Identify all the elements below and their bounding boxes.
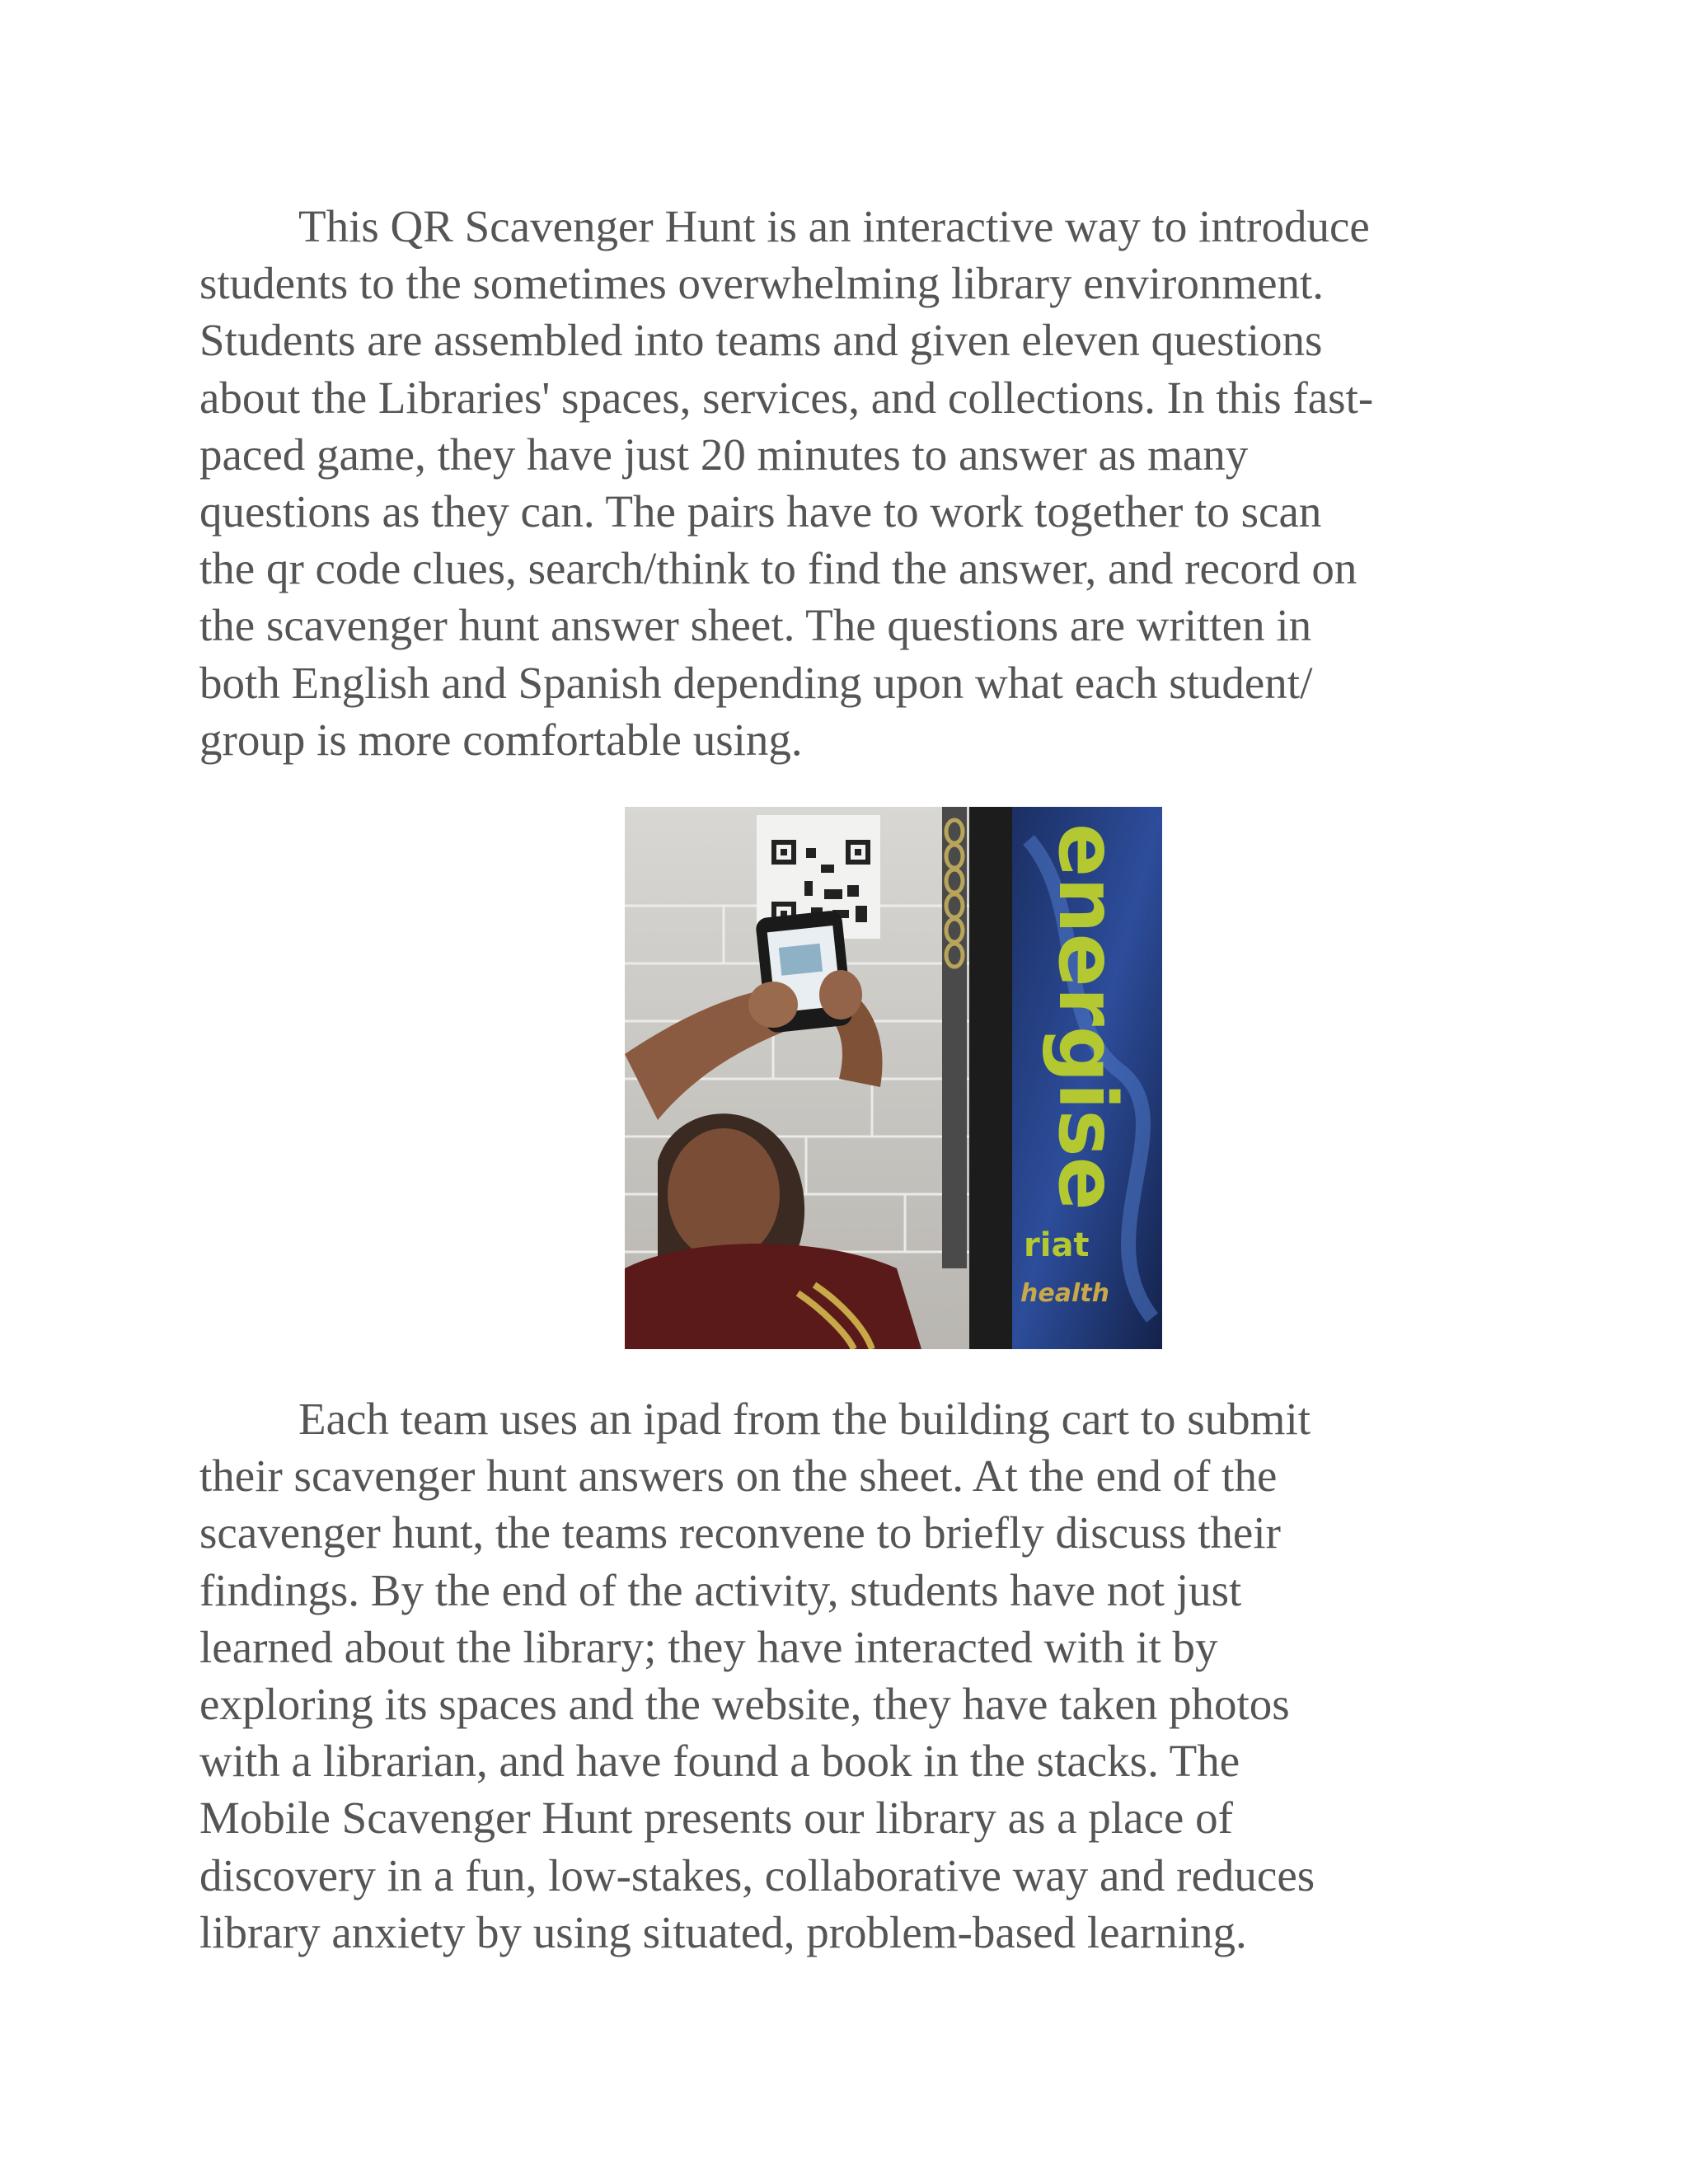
paragraph-line: group is more comfortable using. <box>199 714 803 765</box>
paragraph-line: library anxiety by using situated, problem-based learning. <box>199 1906 1247 1957</box>
paragraph-line: questions as they can. The pairs have to work together to scan <box>199 486 1322 537</box>
outcome-paragraph <box>199 1390 1502 1961</box>
paragraph-line: about the Libraries' spaces, services, and collections. In this fast- <box>199 372 1374 423</box>
paragraph-line: both English and Spanish depending upon what each student/ <box>199 657 1313 708</box>
paragraph-line: with a librarian, and have found a book in the stacks. The <box>199 1736 1240 1787</box>
paragraph-line: their scavenger hunt answers on the sheet. At the end of the <box>199 1451 1278 1502</box>
paragraph-line: Students are assembled into teams and given eleven questions <box>199 315 1323 366</box>
student-scanning-qr-photo <box>625 807 1162 1349</box>
paragraph-line: scavenger hunt, the teams reconvene to briefly discuss their <box>199 1507 1281 1558</box>
paragraph-line: students to the sometimes overwhelming library environment. <box>199 258 1325 309</box>
paragraph-line: Each team uses an ipad from the building cart to submit <box>298 1394 1311 1444</box>
paragraph-line: the qr code clues, search/think to find the answer, and record on <box>199 543 1357 594</box>
paragraph-line: discovery in a fun, low-stakes, collaborative way and reduces <box>199 1849 1315 1900</box>
banner-subword: riat <box>1024 1226 1090 1264</box>
paragraph-line: the scavenger hunt answer sheet. The questions are written in <box>199 600 1312 651</box>
paragraph-line: exploring its spaces and the website, they have taken photos <box>199 1679 1290 1730</box>
intro-paragraph <box>199 198 1502 768</box>
paragraph-line: paced game, they have just 20 minutes to answer as many <box>199 429 1249 480</box>
banner-word: energise <box>1041 823 1133 1211</box>
paragraph-line: This QR Scavenger Hunt is an interactive way to introduce <box>298 201 1370 251</box>
banner-health-word: health <box>1020 1279 1109 1308</box>
paragraph-line: Mobile Scavenger Hunt presents our library as a place of <box>199 1793 1233 1844</box>
paragraph-line: learned about the library; they have interacted with it by <box>199 1621 1218 1672</box>
paragraph-line: findings. By the end of the activity, students have not just <box>199 1564 1242 1615</box>
